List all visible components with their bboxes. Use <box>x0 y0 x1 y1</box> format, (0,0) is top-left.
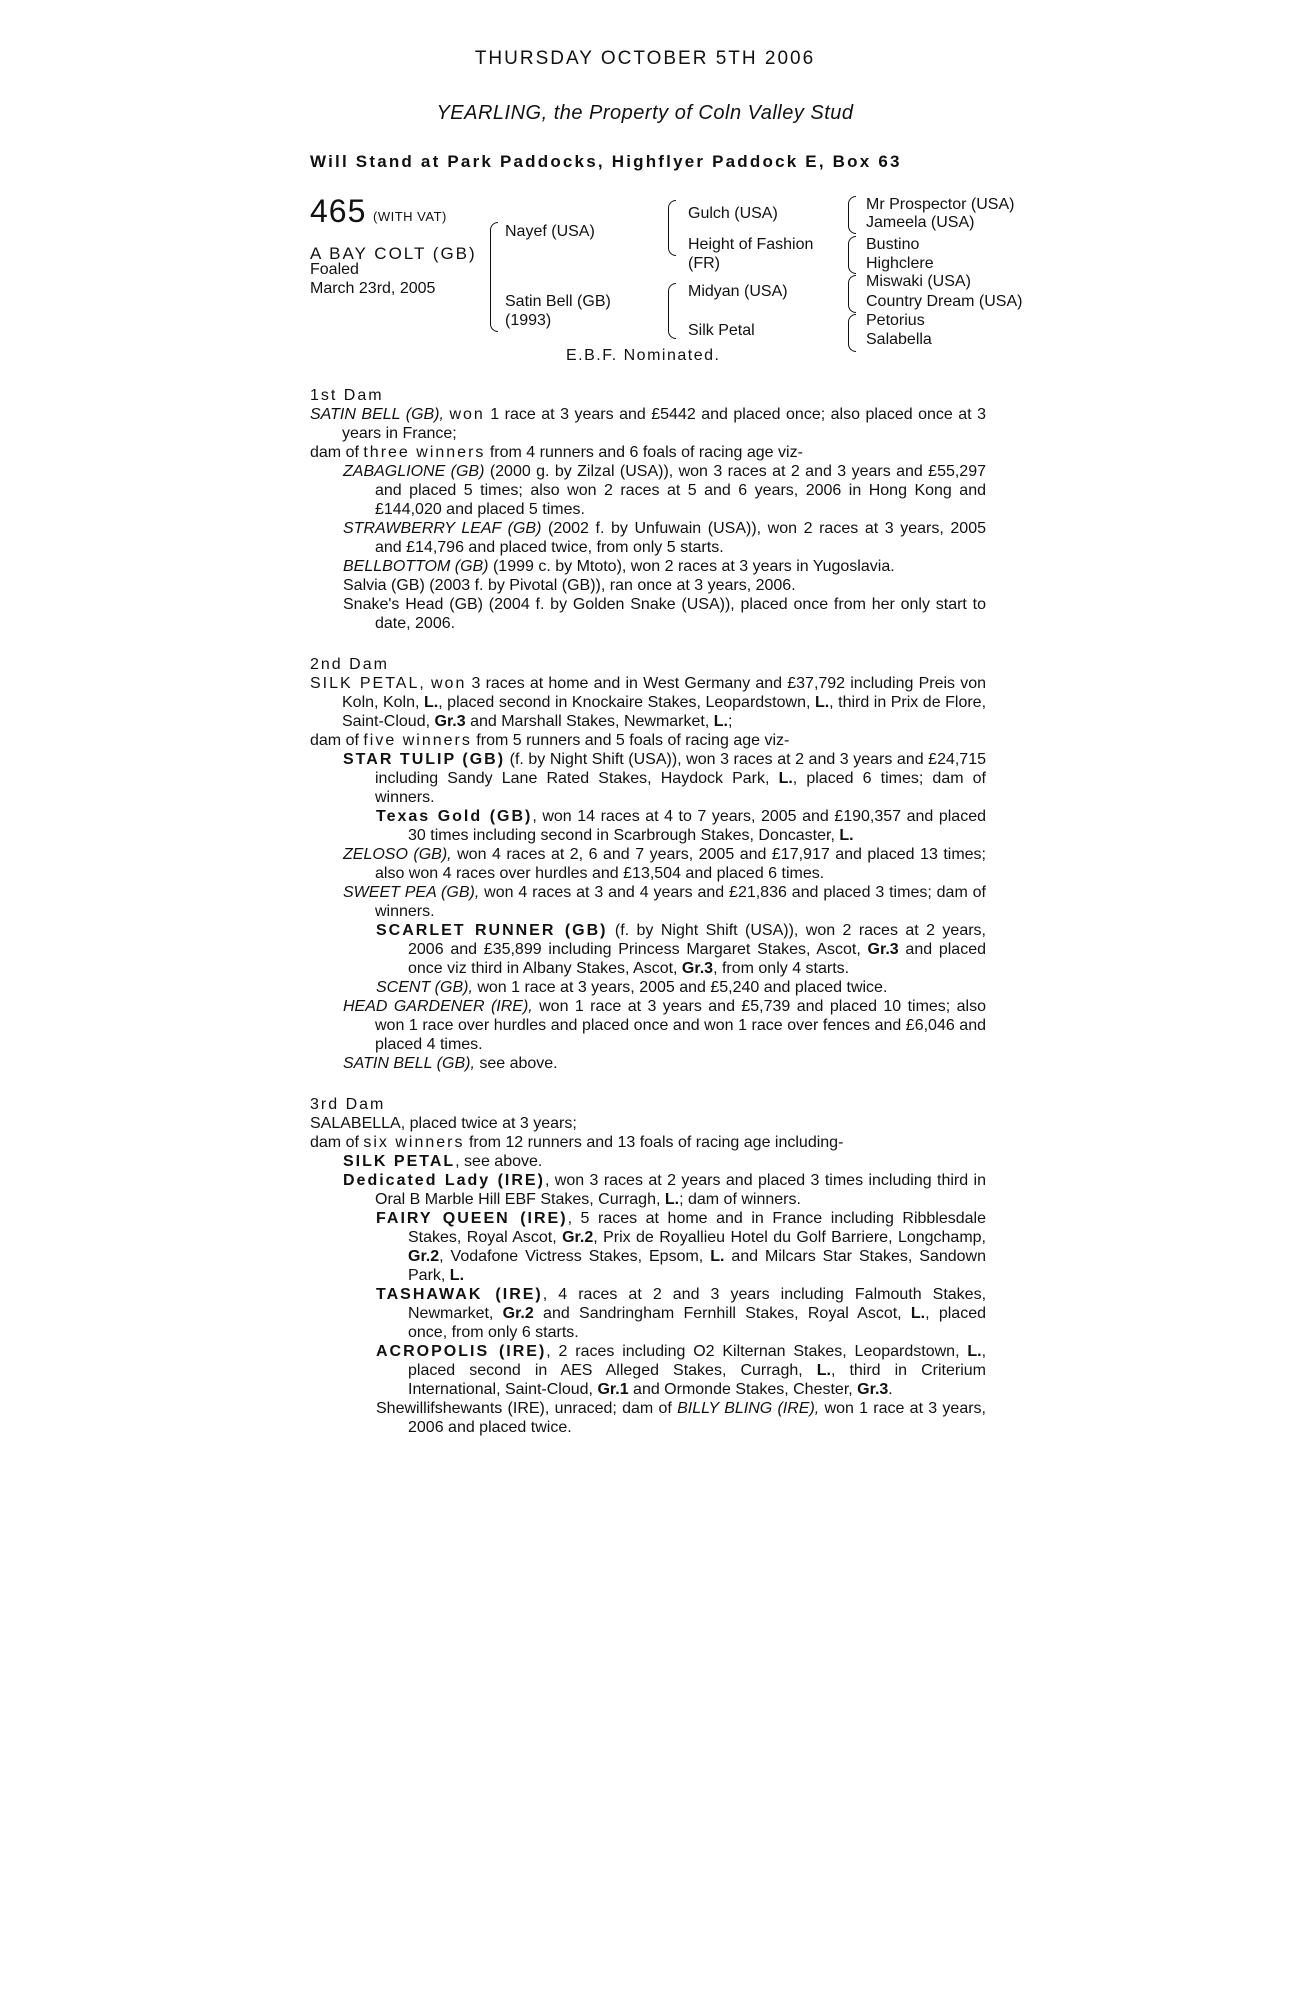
stabling-location: Will Stand at Park Paddocks, Highflyer Paddock E, Box 63 <box>310 152 902 171</box>
third-dam-heading: 3rd Dam <box>310 1096 386 1113</box>
produce-entry: STAR TULIP (GB) (f. by Night Shift (USA)), won 3 races at 2 and 3 years and £24,715 including Sandy Lane Rated Stakes, Haydock Park, L., placed 6 times; dam of winners. <box>343 751 987 806</box>
foaled-label: Foaled <box>310 261 359 278</box>
produce-entry: Salvia (GB) (2003 f. by Pivotal (GB)), ran once at 3 years, 2006. <box>343 577 796 594</box>
produce-entry: SWEET PEA (GB), won 4 races at 3 and 4 years and £21,836 and placed 3 times; dam of winners. <box>343 884 987 920</box>
pedigree-sire-sire: Gulch (USA) <box>688 205 778 222</box>
first-dam-intro: SATIN BELL (GB), won 1 race at 3 years and £5442 and placed once; also placed once at 3 years in France; <box>310 406 987 442</box>
lot-number: 465 <box>310 193 367 229</box>
vat-note: (WITH VAT) <box>373 209 447 224</box>
second-dam-summary: dam of five winners from 5 runners and 5 foals of racing age viz- <box>310 732 790 749</box>
pedigree-grand-5: Miswaki (USA) <box>866 273 971 290</box>
produce-entry: HEAD GARDENER (IRE), won 1 race at 3 years and £5,739 and placed 10 times; also won 1 race over hurdles and placed once and won 1 race over fences and £6,046 and placed 4 times. <box>343 998 987 1053</box>
produce-entry: SCARLET RUNNER (GB) (f. by Night Shift (USA)), won 2 races at 2 years, 2006 and £35,899 including Princess Margaret Stakes, Ascot, Gr.3 and placed once viz third in Albany Stakes, Ascot, Gr.3, from only 4 starts. <box>376 922 986 977</box>
third-dam-intro: SALABELLA, placed twice at 3 years; <box>310 1115 577 1132</box>
pedigree-grand-1: Mr Prospector (USA) <box>866 196 1015 213</box>
produce-entry: ZELOSO (GB), won 4 races at 2, 6 and 7 years, 2005 and £17,917 and placed 13 times; also won 4 races over hurdles and £13,504 and placed 6 times. <box>343 846 987 882</box>
first-dam-heading: 1st Dam <box>310 387 384 404</box>
pedigree-brace <box>668 283 676 339</box>
produce-entry: Dedicated Lady (IRE), won 3 races at 2 years and placed 3 times including third in Oral B Marble Hill EBF Stakes, Curragh, L.; dam of winners. <box>343 1172 986 1208</box>
produce-entry: TASHAWAK (IRE), 4 races at 2 and 3 years including Falmouth Stakes, Newmarket, Gr.2 and Sandringham Fernhill Stakes, Royal Ascot, L., placed once, from only 6 starts. <box>376 1286 987 1341</box>
produce-entry: SCENT (GB), won 1 race at 3 years, 2005 and £5,240 and placed twice. <box>376 979 888 996</box>
produce-entry: SILK PETAL, see above. <box>343 1153 543 1170</box>
produce-entry: BELLBOTTOM (GB) (1999 c. by Mtoto), won 2 races at 3 years in Yugoslavia. <box>343 558 895 575</box>
pedigree-brace <box>848 275 856 313</box>
sale-date: THURSDAY OCTOBER 5TH 2006 <box>474 48 816 69</box>
first-dam-summary: dam of three winners from 4 runners and 6 foals of racing age viz- <box>310 444 803 461</box>
pedigree-grand-3: Bustino <box>866 236 920 253</box>
pedigree-brace <box>848 196 856 234</box>
foaled-date: March 23rd, 2005 <box>310 280 436 297</box>
pedigree-grand-8: Salabella <box>866 331 932 348</box>
produce-entry: ACROPOLIS (IRE), 2 races including O2 Kilternan Stakes, Leopardstown, L., placed second in AES Alleged Stakes, Curragh, L., third in Criterium International, Saint-Cloud, Gr.1 and Ormonde Stakes, Chester, Gr.3. <box>376 1343 987 1398</box>
produce-entry: Snake's Head (GB) (2004 f. by Golden Snake (USA)), placed once from her only start to date, 2006. <box>343 596 986 632</box>
horse-name: A BAY COLT (GB) <box>310 244 477 263</box>
pedigree-brace <box>668 200 676 256</box>
produce-record <box>310 386 986 1437</box>
produce-entry: ZABAGLIONE (GB) (2000 g. by Zilzal (USA)), won 3 races at 2 and 3 years and £55,297 and placed 5 times; also won 2 races at 5 and 6 years, 2006 in Hong Kong and £144,020 and placed 5 times. <box>343 463 987 518</box>
pedigree-grand-7: Petorius <box>866 312 925 329</box>
pedigree-dam-sire: Midyan (USA) <box>688 283 788 300</box>
produce-entry: Texas Gold (GB), won 14 races at 4 to 7 years, 2005 and £190,357 and placed 30 times including second in Scarbrough Stakes, Doncaster, L. <box>376 808 986 844</box>
produce-entry: FAIRY QUEEN (IRE), 5 races at home and in France including Ribblesdale Stakes, Royal Ascot, Gr.2, Prix de Royallieu Hotel du Golf Barriere, Longchamp, Gr.2, Vodafone Victress Stakes, Epsom, L. and Milcars Star Stakes, Sandown Park, L. <box>376 1210 987 1284</box>
pedigree-brace <box>490 222 498 332</box>
second-dam-intro: SILK PETAL, won 3 races at home and in West Germany and £37,792 including Preis von Koln, Koln, L., placed second in Knockaire Stakes, Leopardstown, L., third in Prix de Flore, Saint-Cloud, Gr.3 and Marshall Stakes, Newmarket, L.; <box>310 675 987 730</box>
produce-entry: STRAWBERRY LEAF (GB) (2002 f. by Unfuwain (USA)), won 2 races at 3 years, 2005 and £14,796 and placed twice, from only 5 starts. <box>343 520 986 556</box>
pedigree-sire-dam-country: (FR) <box>688 255 720 272</box>
pedigree-grand-6: Country Dream (USA) <box>866 293 1023 310</box>
pedigree-sire: Nayef (USA) <box>505 223 595 240</box>
lot-subtitle: YEARLING, the Property of Coln Valley Stud <box>436 102 854 124</box>
produce-entry: SATIN BELL (GB), see above. <box>343 1055 558 1072</box>
ebf-nominated: E.B.F. Nominated. <box>566 347 721 364</box>
pedigree-grand-4: Highclere <box>866 255 934 272</box>
second-dam-heading: 2nd Dam <box>310 656 389 673</box>
third-dam-summary: dam of six winners from 12 runners and 13 foals of racing age including- <box>310 1134 844 1151</box>
pedigree-brace <box>848 314 856 352</box>
pedigree-dam-dam: Silk Petal <box>688 322 755 339</box>
pedigree-grand-2: Jameela (USA) <box>866 214 975 231</box>
pedigree-dam: Satin Bell (GB) <box>505 293 611 310</box>
pedigree-sire-dam: Height of Fashion <box>688 236 814 253</box>
pedigree-brace <box>848 236 856 274</box>
pedigree-dam-year: (1993) <box>505 312 552 329</box>
produce-entry: Shewillifshewants (IRE), unraced; dam of BILLY BLING (IRE), won 1 race at 3 years, 2006 and placed twice. <box>376 1400 987 1436</box>
